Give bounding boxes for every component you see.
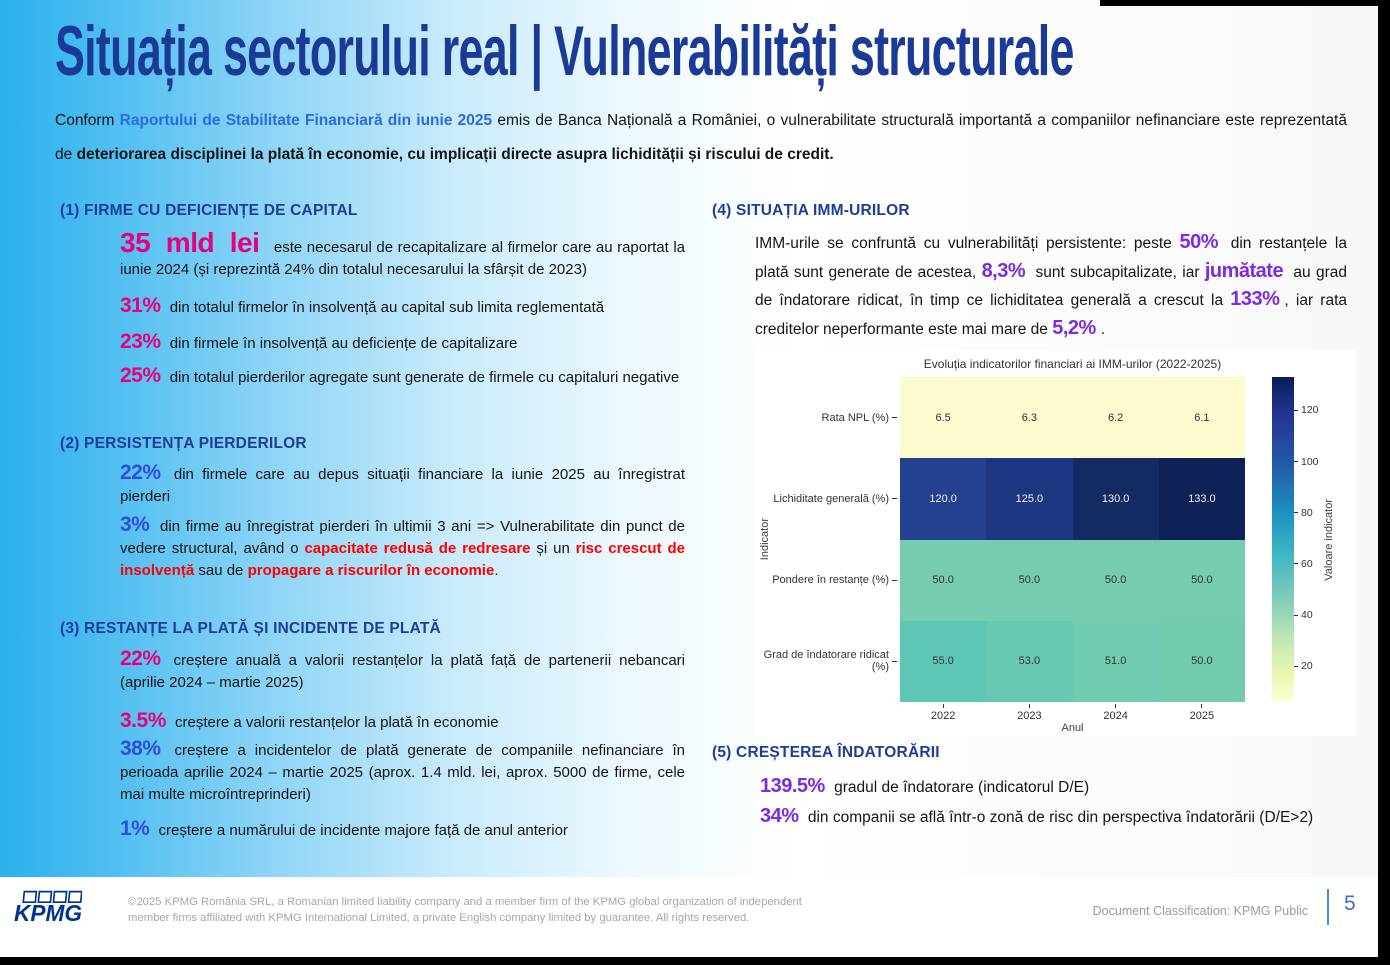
page-title [55, 10, 1390, 94]
heatmap-x-tick-label: 2023 [1017, 710, 1042, 722]
text-segment: 3.5% [120, 709, 166, 732]
chart-y-axis-label-text: Indicator [759, 518, 771, 561]
heatmap-cell: 53.0 [986, 621, 1072, 702]
text-segment: 25% [120, 364, 161, 387]
text-segment: . [494, 562, 499, 579]
colorbar-tick-mark [1294, 461, 1298, 462]
section-1-item [60, 365, 685, 389]
section-2-heading: (2) PERSISTENȚA PIERDERILOR [60, 435, 307, 452]
section-5-item [712, 806, 1362, 830]
section-3-heading: (3) RESTANȚE LA PLATĂ ȘI INCIDENTE DE PLATĂ [60, 620, 441, 637]
colorbar-tick [1294, 558, 1313, 570]
heatmap-row [755, 458, 897, 539]
kpmg-logo [14, 889, 82, 929]
text-segment: gradul de îndatorare (indicatorul D/E) [829, 779, 1090, 796]
colorbar-tick-label: 20 [1301, 660, 1313, 673]
right-column [712, 196, 1362, 830]
text-segment: IMM-urile se confruntă cu vulnerabilități persistente: peste [755, 235, 1180, 252]
heatmap-row [755, 377, 897, 458]
page-number: 5 [1344, 892, 1356, 915]
text-segment: din firme au înregistrat pierderi în ultimii 3 ani => Vulnerabilitate din punct de vedere structural, având o [120, 518, 685, 557]
colorbar-tick-label: 100 [1301, 455, 1319, 468]
slide-footer [0, 877, 1378, 957]
text-segment: emis de Banca Națională a României, o vulnerabilitate structurală importantă a companiilor nefinanciare este reprezentată de [55, 112, 1347, 163]
text-segment: sau de [194, 562, 248, 579]
heatmap-x-tick [1159, 704, 1245, 722]
axis-tick [892, 417, 897, 418]
chart-x-ticks [900, 704, 1245, 722]
text-segment: din companii se află într-o zonă de risc din perspectiva îndatorării (D/E>2) [803, 809, 1314, 826]
heatmap-row-label: Pondere în restanțe (%) [772, 574, 889, 587]
section-1-item [60, 331, 685, 355]
colorbar-tick-mark [1294, 512, 1298, 513]
colorbar-tick [1294, 456, 1319, 468]
section-3-item [60, 710, 685, 734]
axis-tick [1029, 704, 1030, 708]
chart-title: Evoluția indicatorilor financiari ai IMM-urilor (2022-2025) [923, 357, 1222, 371]
heatmap-row-label: Grad de îndatorare ridicat (%) [763, 649, 889, 674]
colorbar-tick-label: 120 [1301, 404, 1319, 417]
heatmap-grid [900, 377, 1245, 702]
kpmg-logo-text: KPMG [14, 900, 82, 927]
intro-paragraph [55, 104, 1347, 172]
text-segment: 133% [1230, 288, 1280, 310]
viewer-top-edge [1100, 0, 1390, 6]
colorbar-tick [1294, 507, 1313, 519]
report-link[interactable]: Raportului de Stabilitate Financiară din iunie 2025 [119, 112, 493, 129]
colorbar-tick [1294, 404, 1319, 416]
heatmap-cell: 130.0 [1073, 458, 1159, 539]
section-4-heading: (4) SITUAȚIA IMM-URILOR [712, 202, 910, 219]
document-classification: Document Classification: KPMG Public [1092, 904, 1308, 918]
colorbar-tick-mark [1294, 615, 1298, 616]
heatmap-cell: 6.2 [1073, 377, 1159, 458]
text-segment: 50% [1179, 231, 1219, 253]
heatmap-x-tick [986, 704, 1072, 722]
text-segment: creștere a valorii restanțelor la plată în economie [170, 714, 499, 731]
axis-tick [943, 704, 944, 708]
section-3-item [60, 818, 685, 842]
colorbar-tick [1294, 609, 1313, 621]
copyright-text [128, 894, 802, 926]
text-segment: capacitate redusă de redresare [304, 540, 531, 557]
heatmap-cell: 50.0 [986, 540, 1072, 621]
copyright-line-2: member firms affiliated with KPMG International Limited, a private English company limited by guarantee. All rights reserved. [128, 912, 750, 924]
text-segment: au grad de îndatorare ridicat, în timp ce lichiditatea generală a crescut la [755, 263, 1347, 309]
colorbar [1272, 377, 1294, 702]
heatmap-cell: 50.0 [900, 540, 986, 621]
colorbar-tick-mark [1294, 410, 1298, 411]
axis-tick [892, 498, 897, 499]
text-segment: 35 mld lei [120, 227, 260, 258]
text-segment: 22% [120, 647, 161, 670]
left-column [60, 196, 685, 842]
section-2-item [60, 462, 685, 508]
section-4-paragraph [755, 230, 1347, 344]
colorbar-tick [1294, 660, 1313, 672]
colorbar-tick-mark [1294, 666, 1298, 667]
text-segment: jumătate [1204, 259, 1284, 282]
text-segment: din totalul pierderilor agregate sunt generate de firmele cu capitaluri negative [165, 369, 680, 386]
text-segment: creștere a numărului de incidente majore față de anul anterior [154, 822, 568, 839]
copyright-line-1: ©2025 KPMG România SRL, a Romanian limited liability company and a member firm of the KPMG global organization of independent [128, 896, 802, 908]
text-segment: 3% [120, 513, 150, 536]
text-segment: risc crescut de insolvență [120, 540, 685, 579]
section-5-item [712, 776, 1362, 800]
section-3-item [60, 648, 685, 694]
colorbar-tick-label: 40 [1301, 609, 1313, 622]
text-segment: 22% [120, 461, 161, 484]
colorbar-tick-label: 80 [1301, 506, 1313, 519]
text-segment: 5,2% [1052, 316, 1096, 339]
heatmap-cell: 50.0 [1159, 540, 1245, 621]
heatmap-row [755, 621, 897, 702]
text-segment: propagare a riscurilor în economie [247, 562, 495, 579]
text-segment: 31% [120, 294, 161, 317]
heatmap-x-tick [900, 704, 986, 722]
colorbar-label-text: Valoare indicator [1323, 498, 1335, 581]
heatmap-cell: 55.0 [900, 621, 986, 702]
page-number-divider [1327, 889, 1329, 925]
text-segment: din firmele în insolvență au deficiențe de capitalizare [165, 335, 518, 352]
chart-row-labels [755, 377, 897, 702]
section-3-item [60, 738, 685, 806]
axis-tick [892, 580, 897, 581]
text-segment: din totalul firmelor în insolvență au capital sub limita reglementată [165, 299, 605, 316]
heatmap-cell: 120.0 [900, 458, 986, 539]
text-segment: din restanțele la plată sunt generate de acestea, [755, 235, 1347, 281]
axis-tick [1201, 704, 1202, 708]
text-segment: 38% [120, 737, 161, 760]
text-segment: 139.5% [760, 775, 825, 797]
colorbar-tick-mark [1294, 563, 1298, 564]
text-segment: sunt subcapitalizate, iar [1030, 263, 1205, 281]
heatmap-x-tick-label: 2024 [1103, 710, 1128, 722]
heatmap-cell: 51.0 [1073, 621, 1159, 702]
heatmap-cell: 50.0 [1159, 621, 1245, 702]
section-5-heading: (5) CREȘTEREA ÎNDATORĂRII [712, 744, 940, 761]
text-segment: . [1100, 320, 1106, 338]
text-segment: 1% [120, 817, 150, 840]
imm-indicators-heatmap [755, 350, 1356, 736]
heatmap-x-tick-label: 2025 [1189, 710, 1215, 722]
section-2-item [60, 514, 685, 582]
axis-tick [892, 661, 897, 662]
axis-tick [1115, 704, 1116, 708]
heatmap-cell: 6.3 [986, 377, 1072, 458]
text-segment: 34% [760, 805, 799, 827]
text-segment: , iar rata creditelor neperformante este mai mare de [755, 292, 1347, 338]
heatmap-x-tick-label: 2022 [930, 710, 956, 722]
page-title-text: Situația sectorului real | Vulnerabilități structurale [55, 11, 1074, 91]
heatmap-cell: 50.0 [1073, 540, 1159, 621]
heatmap-cell: 6.5 [900, 377, 986, 458]
text-segment: Conform [55, 112, 120, 129]
heatmap-cell: 6.1 [1159, 377, 1245, 458]
text-segment: creștere anuală a valorii restanțelor la plată față de partenerii nebancari (aprilie 2024 – martie 2025) [120, 652, 685, 691]
section-1-item [60, 295, 685, 319]
heatmap-cell: 125.0 [986, 458, 1072, 539]
colorbar-tick-label: 60 [1301, 557, 1313, 570]
text-segment: 8,3% [981, 259, 1026, 282]
text-segment: creștere a incidentelor de plată generate de companiile nefinanciare în perioada aprilie 2024 – martie 2025 (aprox. 1.4 mld. lei, aprox. 5000 de firme, cele mai multe microîntreprinderi) [120, 742, 685, 803]
heatmap-row [755, 540, 897, 621]
heatmap-x-tick [1073, 704, 1159, 722]
chart-x-axis-label: Anul [1061, 722, 1084, 734]
heatmap-row-label: Rata NPL (%) [821, 411, 889, 424]
text-segment: este necesarul de recapitalizare al firmelor care au raportat la iunie 2024 (și reprezintă 24% din totalul necesarului la sfârșit de 2023) [120, 239, 685, 278]
heatmap-cell: 133.0 [1159, 458, 1245, 539]
text-segment: deteriorarea disciplinei la plată în economie, cu implicații directe asupra lichidității și riscului de credit. [76, 146, 834, 163]
section-1-item [60, 229, 685, 281]
text-segment: din firmele care au depus situații financiare la iunie 2025 au înregistrat pierderi [120, 466, 685, 505]
section-1-heading: (1) FIRME CU DEFICIENȚE DE CAPITAL [60, 202, 358, 219]
text-segment: 23% [120, 330, 161, 353]
text-segment: și un [530, 540, 576, 557]
heatmap-row-label: Lichiditate generală (%) [773, 492, 889, 505]
colorbar-label [1323, 377, 1335, 702]
